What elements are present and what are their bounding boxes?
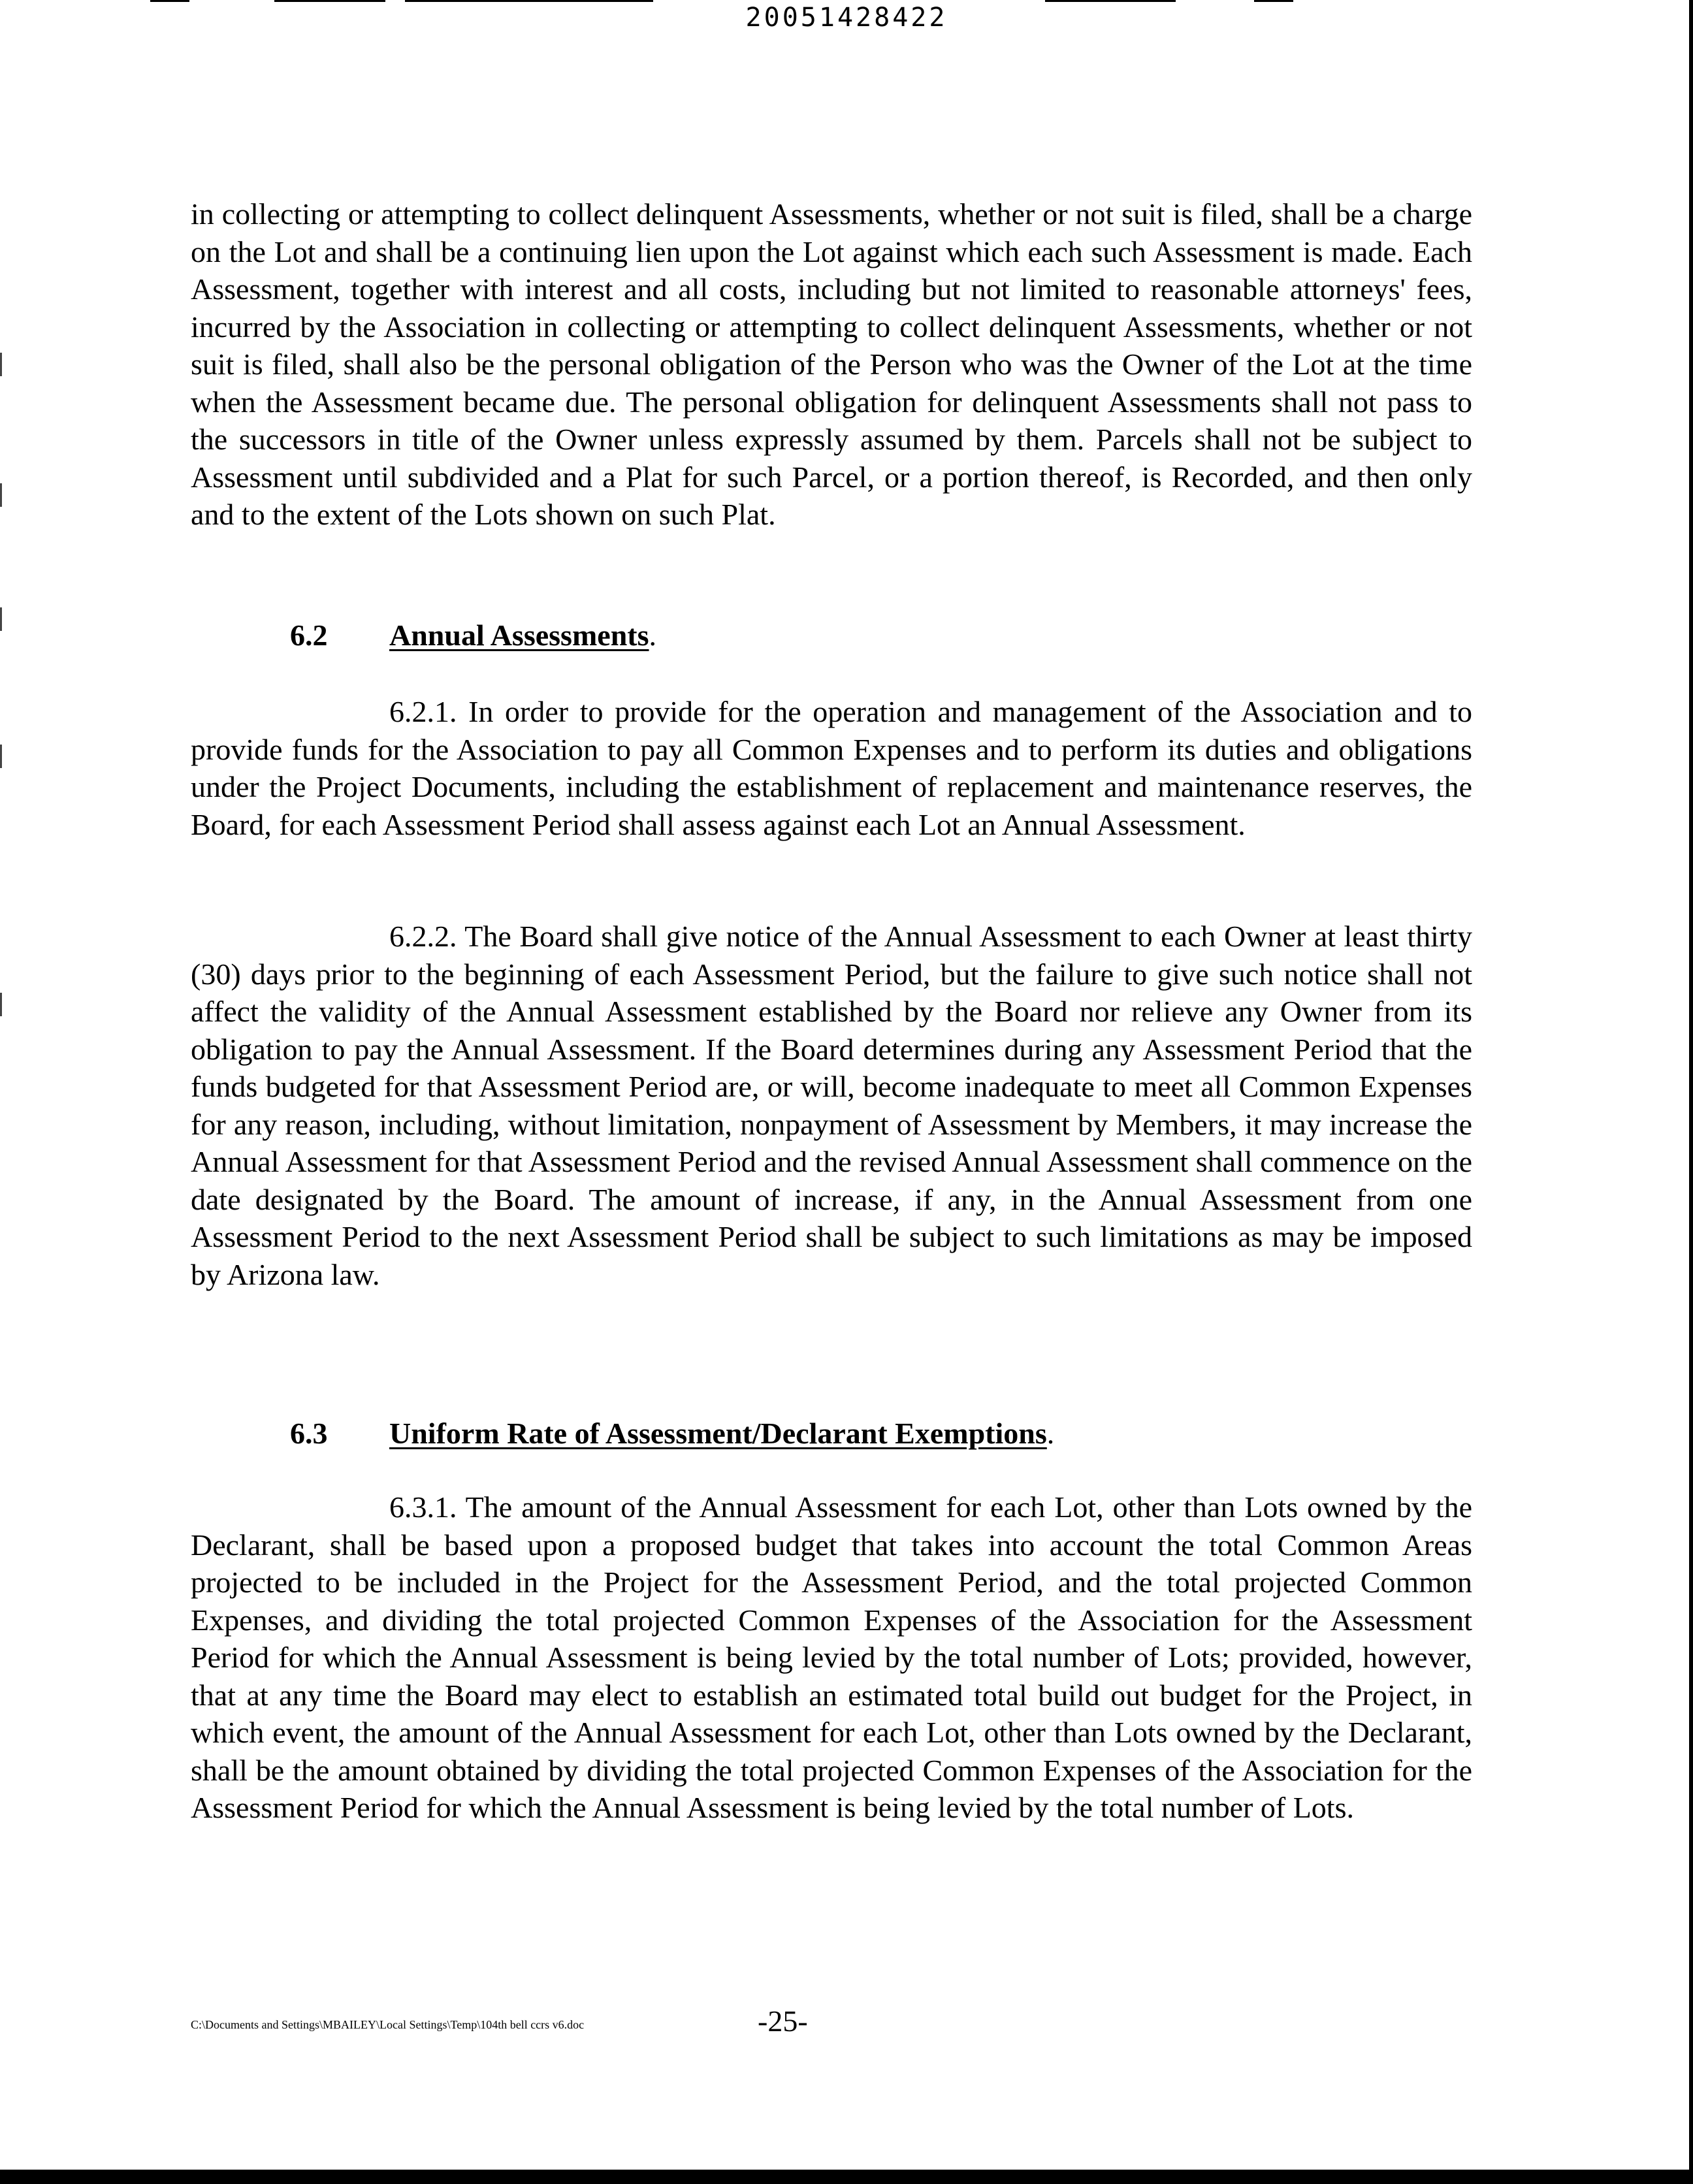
paragraph-6-2-2: 6.2.2. The Board shall give notice of the Annual Assessment to each Owner at least thirty (30) days prior to the beginning of each Assessment Period, but the failure to give such notice shall not affect the validity of the Annual Assessment established by the Board nor relieve any Owner from its obligation to pay the Annual Assessment. If the Board determines during any Assessment Period that the funds budgeted for that Assessment Period are, or will, become inadequate to meet all Common Expenses for any reason, including, without limitation, nonpayment of Assessment by Members, it may increase the Annual Assessment for that Assessment Period and the revised Annual Assessment shall commence on the date designated by the Board. The amount of increase, if any, in the Annual Assessment from one Assessment Period to the next Assessment Period shall be subject to such limitations as may be imposed by Arizona law. <box>191 920 1472 1291</box>
scan-left-tick <box>0 993 2 1016</box>
section-title-period: . <box>649 618 656 652</box>
section-title: Uniform Rate of Assessment/Declarant Exemptions <box>389 1417 1047 1450</box>
scan-top-rule-1 <box>150 0 189 2</box>
scan-left-tick <box>0 607 2 631</box>
section-heading-6-2 <box>290 617 656 654</box>
section-title-period: . <box>1046 1417 1055 1450</box>
page-number: -25- <box>758 2004 808 2038</box>
scan-left-tick <box>0 353 2 376</box>
scan-top-rule-4 <box>1045 0 1176 2</box>
paragraph-continuation: in collecting or attempting to collect delinquent Assessments, whether or not suit is filed, shall be a charge on the Lot and shall be a continuing lien upon the Lot against which each such Assessment is made. Each Assessment, together with interest and all costs, including but not limited to reasonable attorneys' fees, incurred by the Association in collecting or attempting to collect delinquent Assessments, whether or not suit is filed, shall also be the personal obligation of the Person who was the Owner of the Lot at the time when the Assessment became due. The personal obligation for delinquent Assessments shall not pass to the successors in title of the Owner unless expressly assumed by them. Parcels shall not be subject to Assessment until subdivided and a Plat for such Parcel, or a portion thereof, is Recorded, and then only and to the extent of the Lots shown on such Plat. <box>191 197 1472 531</box>
paragraph-6-2-1: 6.2.1. In order to provide for the operation and management of the Association and to provide funds for the Association to pay all Common Expenses and to perform its duties and obligations under the Project Documents, including the establishment of replacement and maintenance reserves, the Board, for each Assessment Period shall assess against each Lot an Annual Assessment. <box>191 695 1472 841</box>
section-title: Annual Assessments <box>389 618 649 652</box>
scan-top-rule-3 <box>405 0 653 2</box>
section-number: 6.3 <box>290 1417 328 1450</box>
scan-top-rule-5 <box>1254 0 1293 2</box>
scan-bottom-edge <box>0 2170 1693 2184</box>
section-heading-6-3 <box>290 1415 1054 1453</box>
scan-top-rule-2 <box>274 0 385 2</box>
section-number: 6.2 <box>290 618 328 652</box>
footer-file-path: C:\Documents and Settings\MBAILEY\Local Settings\Temp\104th bell ccrs v6.doc <box>191 2018 585 2031</box>
scan-right-edge <box>1689 0 1693 2184</box>
paragraph-6-3-1: 6.3.1. The amount of the Annual Assessment for each Lot, other than Lots owned by the Declarant, shall be based upon a proposed budget that takes into account the total Common Areas projected to be included in the Project for the Assessment Period, and the total projected Common Expenses, and dividing the total projected Common Expenses of the Association for the Assessment Period for which the Annual Assessment is being levied by the total number of Lots; provided, however, that at any time the Board may elect to establish an estimated total build out budget for the Project, in which event, the amount of the Annual Assessment for each Lot, other than Lots owned by the Declarant, shall be the amount obtained by dividing the total projected Common Expenses of the Association for the Assessment Period for which the Annual Assessment is being levied by the total number of Lots. <box>191 1490 1472 1824</box>
scan-left-tick <box>0 745 2 768</box>
scan-left-tick <box>0 483 2 507</box>
document-number: 20051428422 <box>745 3 948 33</box>
